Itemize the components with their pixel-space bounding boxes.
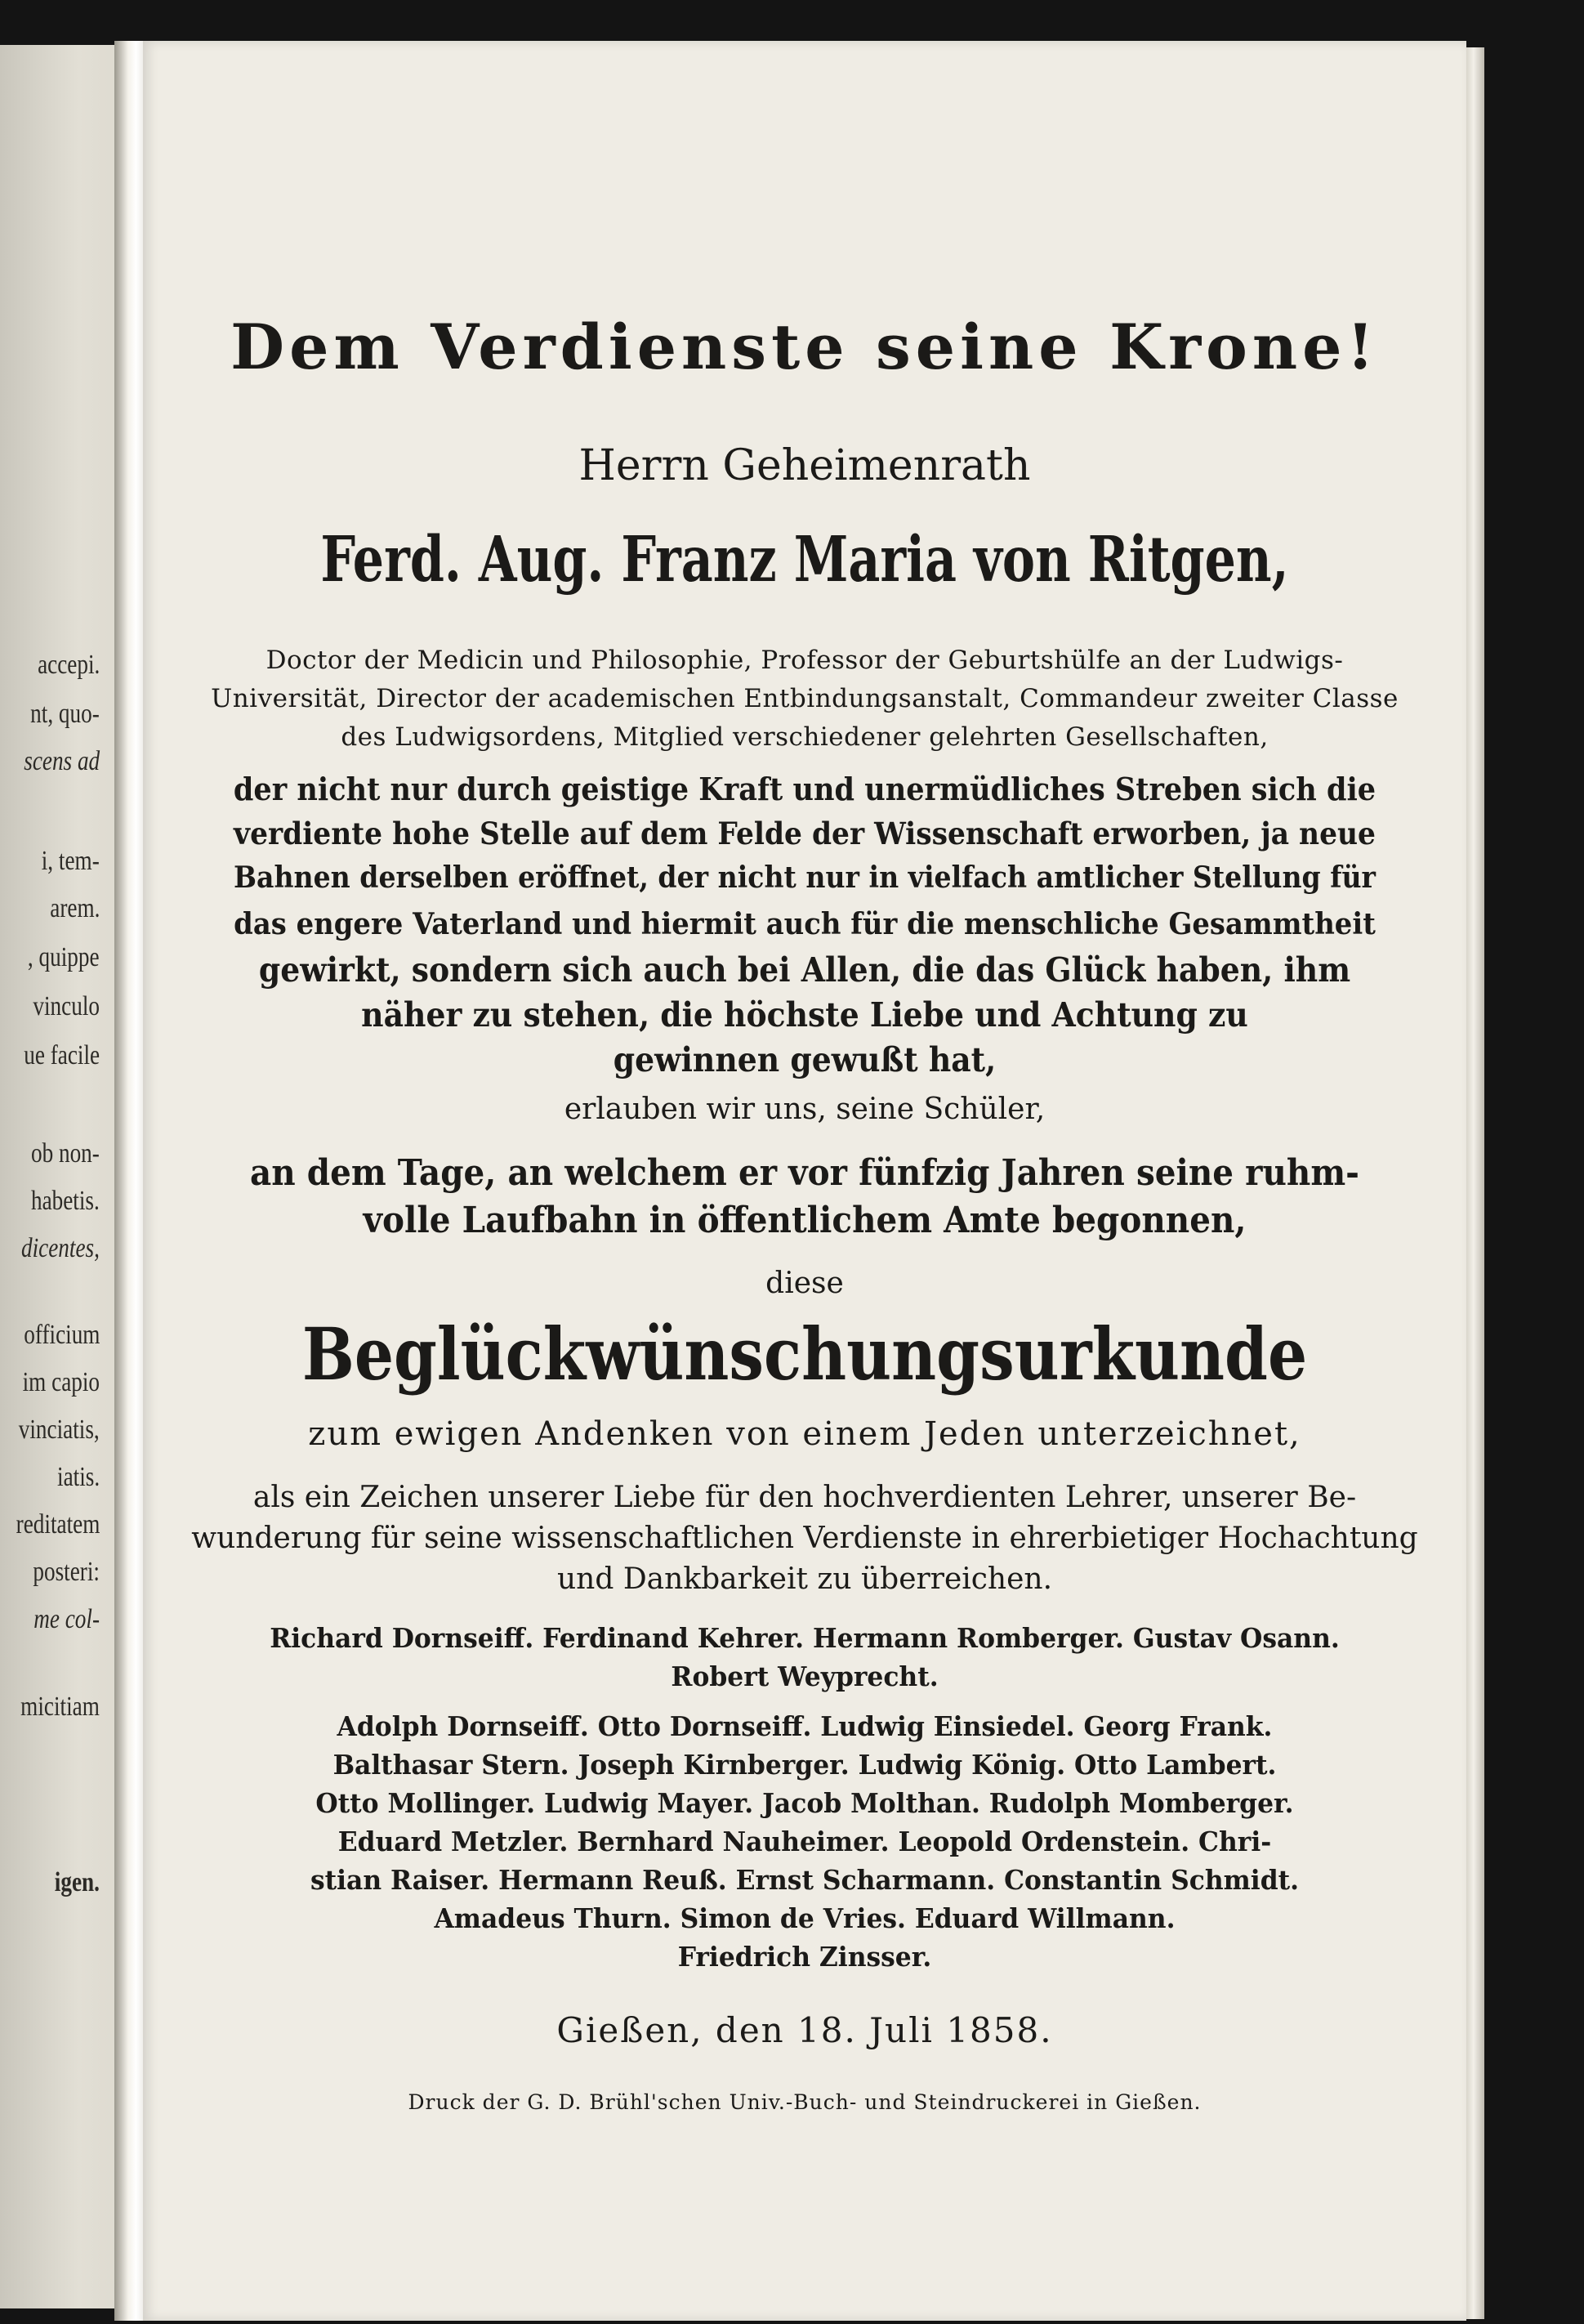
left-facing-page — [0, 45, 131, 2308]
praise-line: der nicht nur durch geistige Kraft und unermüdliches Streben sich die — [233, 771, 1377, 807]
praise-line: Bahnen derselben eröffnet, der nicht nur in vielfach amtlicher Stellung für — [233, 860, 1377, 895]
signatories-line: Balthasar Stern. Joseph Kirnberger. Ludwig König. Otto Lambert. — [332, 1749, 1277, 1781]
praise-line: verdiente hohe Stelle auf dem Felde der Wissenschaft erworben, ja neue — [234, 816, 1376, 851]
sign-of-line: und Dankbarkeit zu überreichen. — [556, 1562, 1053, 1596]
praise-line: gewirkt, sondern sich auch bei Allen, die das Glück haben, ihm — [258, 950, 1351, 990]
left-page-fragment: me col- — [33, 1604, 100, 1634]
honoree-titles-line: des Ludwigsordens, Mitglied verschiedener gelehrten Gesellschaften, — [341, 722, 1269, 752]
left-page-fragment: accepi. — [37, 650, 100, 680]
praise-line: gewinnen gewußt hat, — [613, 1040, 997, 1079]
students-line: erlauben wir uns, seine Schüler, — [564, 1093, 1046, 1126]
left-page-fragment: dicentes, — [21, 1233, 100, 1263]
document-title: Dem Verdienste seine Krone! — [230, 311, 1379, 383]
praise-line: näher zu stehen, die höchste Liebe und Achtung zu — [361, 995, 1248, 1035]
left-page-fragment: im capio — [22, 1367, 100, 1397]
left-page-fragment: ue facile — [24, 1040, 100, 1070]
praise-line: das engere Vaterland und hiermit auch für die menschliche Gesammtheit — [234, 905, 1376, 941]
signatories-line: Amadeus Thurn. Simon de Vries. Eduard Willmann. — [434, 1902, 1176, 1934]
left-page-fragment: officium — [23, 1320, 100, 1350]
left-page-fragment: , quippe — [28, 942, 100, 972]
signed-line: zum ewigen Andenken von einem Jeden unterzeichnet, — [308, 1415, 1301, 1453]
left-page-fragment: nt, quo- — [30, 699, 100, 729]
signatories-line: Richard Dornseiff. Ferdinand Kehrer. Hermann Romberger. Gustav Osann. — [270, 1622, 1340, 1654]
document-page — [143, 41, 1466, 2321]
signatories-line: Adolph Dornseiff. Otto Dornseiff. Ludwig Einsiedel. Georg Frank. — [337, 1710, 1273, 1742]
left-page-fragment: micitiam — [20, 1692, 100, 1722]
left-page-fragment: i, tem- — [41, 846, 100, 876]
sign-of-line: als ein Zeichen unserer Liebe für den hochverdienten Lehrer, unserer Be- — [252, 1481, 1357, 1514]
page-edge — [1466, 47, 1484, 2319]
anniversary-line: volle Laufbahn in öffentlichem Amte begonnen, — [363, 1200, 1247, 1241]
anniversary-line: an dem Tage, an welchem er vor fünfzig Jahren seine ruhm- — [250, 1152, 1359, 1194]
signatories-line: Otto Mollinger. Ludwig Mayer. Jacob Molthan. Rudolph Momberger. — [315, 1787, 1294, 1819]
left-page-fragment: reditatem — [16, 1509, 100, 1540]
printer-imprint: Druck der G. D. Brühl'schen Univ.-Buch- und Steindruckerei in Gießen. — [408, 2090, 1202, 2114]
honoree-titles-line: Universität, Director der academischen Entbindungsanstalt, Commandeur zweiter Classe — [211, 684, 1399, 713]
honoree-titles-line: Doctor der Medicin und Philosophie, Professor der Geburtshülfe an der Ludwigs- — [265, 646, 1344, 675]
left-page-fragment: arem. — [49, 893, 100, 923]
certificate-title: Beglückwünschungsurkunde — [301, 1312, 1308, 1397]
honoree-name: Ferd. Aug. Franz Maria von Ritgen, — [320, 523, 1289, 597]
left-page-fragment: habetis. — [31, 1186, 100, 1216]
salutation: Herrn Geheimenrath — [578, 441, 1031, 490]
left-page-fragment: iatis. — [56, 1462, 100, 1492]
signatories-line: stian Raiser. Hermann Reuß. Ernst Scharmann. Constantin Schmidt. — [310, 1864, 1300, 1896]
left-page-fragment: vinciatis, — [19, 1415, 100, 1445]
sign-of-line: wunderung für seine wissenschaftlichen Verdienste in ehrerbietiger Hochachtung — [191, 1522, 1418, 1555]
left-page-fragment: scens ad — [24, 746, 100, 776]
signatories-line: Robert Weyprecht. — [671, 1660, 939, 1692]
left-page-fragment: ob non- — [31, 1138, 100, 1169]
left-page-fragment: posteri: — [33, 1557, 100, 1587]
left-page-fragment: igen. — [54, 1867, 100, 1897]
left-page-fragment: vinculo — [33, 991, 100, 1021]
place-date: Gießen, den 18. Juli 1858. — [556, 2010, 1053, 2050]
signatories-line: Eduard Metzler. Bernhard Nauheimer. Leopold Ordenstein. Chri- — [337, 1826, 1272, 1857]
diese-line: diese — [765, 1267, 844, 1300]
signatories-line: Friedrich Zinsser. — [677, 1941, 932, 1973]
